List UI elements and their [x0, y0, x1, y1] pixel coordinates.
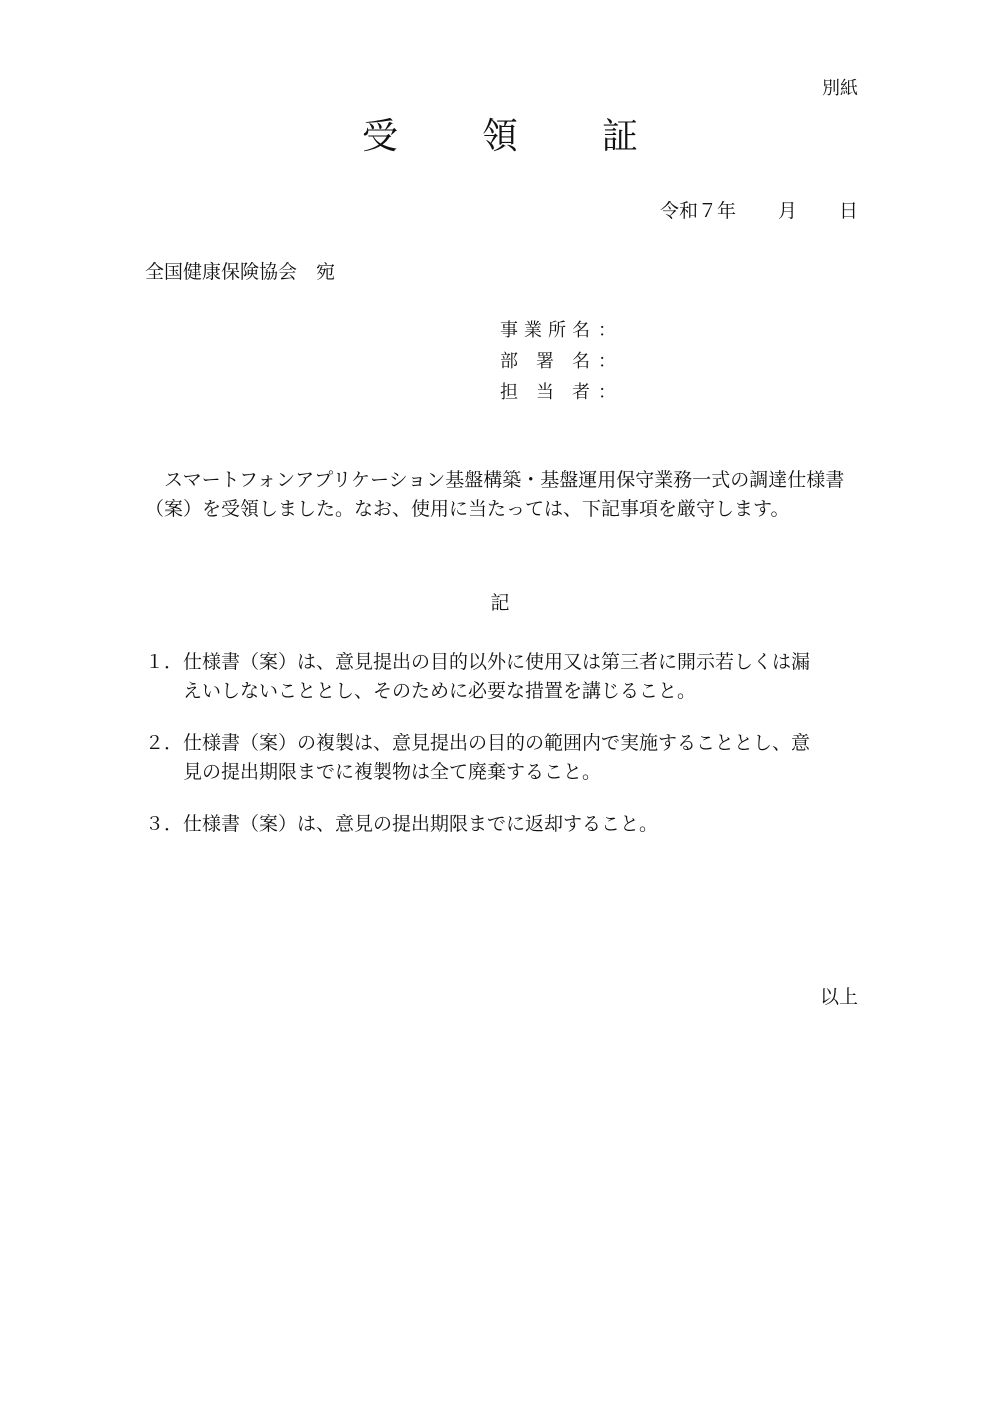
item-line: 仕様書（案）は、意見の提出期限までに返却すること。: [183, 813, 659, 835]
document-title: [0, 108, 1000, 159]
date-month-label: 月: [777, 200, 797, 222]
date-line: [560, 196, 858, 223]
statement-line: スマートフォンアプリケーション基盤構築・基盤運用保守業務一式の調達仕様書: [164, 469, 845, 491]
title-char: 受: [361, 116, 398, 157]
title-char: 領: [481, 116, 518, 157]
item-text: [183, 810, 858, 839]
item-text: [183, 729, 858, 787]
item-line: 見の提出期限までに複製物は全て廃棄すること。: [183, 761, 602, 783]
date-era-year: 令和７年: [659, 200, 736, 222]
item-line: 仕様書（案）は、意見提出の目的以外に使用又は第三者に開示若しくは漏: [183, 651, 811, 673]
attachment-label: 別紙: [822, 78, 858, 99]
list-item: [145, 729, 865, 787]
conditions-list: [145, 648, 865, 862]
statement-line: （案）を受領しました。なお、使用に当たっては、下記事項を厳守します。: [145, 498, 790, 520]
receipt-statement: [145, 466, 865, 524]
field-label: 事業所名: [500, 320, 590, 341]
field-person-in-charge: [500, 378, 616, 409]
field-department: [500, 347, 616, 378]
item-number: １．: [145, 651, 184, 673]
list-item: [145, 648, 865, 706]
field-colon: ：: [598, 351, 616, 372]
date-day-label: 日: [838, 200, 858, 222]
field-colon: ：: [598, 382, 616, 403]
item-line: 仕様書（案）の複製は、意見提出の目的の範囲内で実施することとし、意: [183, 732, 811, 754]
field-label: 担当者: [500, 382, 590, 403]
field-label: 部署名: [500, 351, 590, 372]
item-number: ３．: [145, 813, 184, 835]
item-number: ２．: [145, 732, 184, 754]
item-line: えいしないこととし、そのために必要な措置を講じること。: [183, 680, 697, 702]
applicant-fields: [500, 316, 616, 409]
field-office-name: [500, 316, 616, 347]
addressee: 全国健康保険協会 宛: [145, 261, 336, 283]
notes-heading: 記: [490, 592, 510, 614]
field-colon: ：: [598, 320, 616, 341]
closing-mark: 以上: [819, 986, 858, 1008]
item-text: [183, 648, 858, 706]
list-item: [145, 810, 865, 839]
title-char: 証: [602, 116, 639, 157]
